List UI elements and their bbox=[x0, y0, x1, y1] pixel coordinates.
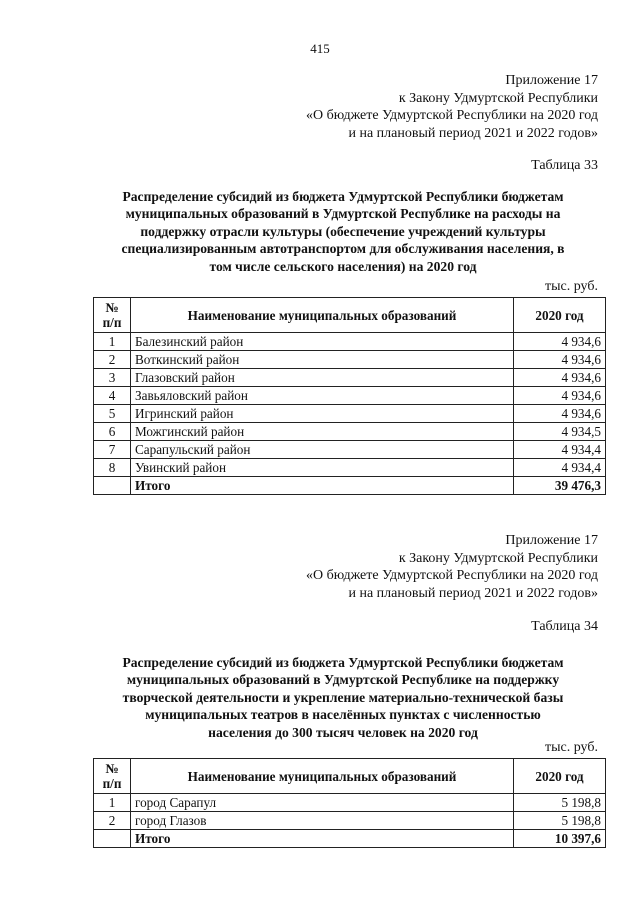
title-line: Распределение субсидий из бюджета Удмуртской Республики бюджетам bbox=[122, 655, 564, 670]
row-num: 2 bbox=[94, 812, 131, 830]
table-row bbox=[94, 812, 606, 830]
appendix-header-2 bbox=[306, 532, 598, 602]
table-34 bbox=[93, 758, 606, 848]
row-value: 4 934,6 bbox=[514, 387, 606, 405]
row-value: 4 934,6 bbox=[514, 405, 606, 423]
row-name: город Глазов bbox=[131, 812, 514, 830]
appendix-line: Приложение 17 bbox=[505, 73, 598, 88]
appendix-line: «О бюджете Удмуртской Республики на 2020 год bbox=[305, 568, 598, 583]
row-value: 4 934,6 bbox=[514, 369, 606, 387]
total-label: Итого bbox=[131, 830, 514, 848]
table-row bbox=[94, 333, 606, 351]
title-line: том числе сельского населения) на 2020 год bbox=[209, 258, 477, 274]
table-label-34: Таблица 34 bbox=[531, 619, 598, 634]
title-line: специализированным автотранспортом для обслуживания населения, в bbox=[121, 241, 565, 257]
row-num: 7 bbox=[94, 441, 131, 459]
table-row bbox=[94, 351, 606, 369]
title-line: муниципальных образований в Удмуртской Республике на расходы на bbox=[125, 206, 561, 222]
row-name: Воткинский район bbox=[131, 351, 514, 369]
row-name: Глазовский район bbox=[131, 369, 514, 387]
header-name: Наименование муниципальных образований bbox=[131, 298, 514, 333]
appendix-line: Приложение 17 bbox=[505, 533, 598, 548]
table-row bbox=[94, 423, 606, 441]
header-num bbox=[94, 759, 131, 794]
row-num: 1 bbox=[94, 333, 131, 351]
table-header-row bbox=[94, 759, 606, 794]
total-num-empty bbox=[94, 830, 131, 848]
table-total-row bbox=[94, 830, 606, 848]
appendix-header-1 bbox=[306, 72, 598, 142]
table-row bbox=[94, 369, 606, 387]
header-name: Наименование муниципальных образований bbox=[131, 759, 514, 794]
appendix-line: к Закону Удмуртской Республики bbox=[398, 90, 598, 106]
units-label-33: тыс. руб. bbox=[545, 279, 598, 294]
row-num: 2 bbox=[94, 351, 131, 369]
row-name: Игринский район bbox=[131, 405, 514, 423]
header-num-line1: № bbox=[105, 761, 119, 776]
row-value: 4 934,4 bbox=[514, 459, 606, 477]
appendix-line: «О бюджете Удмуртской Республики на 2020 год bbox=[305, 108, 598, 123]
page-number: 415 bbox=[310, 41, 330, 56]
row-name: Увинский район bbox=[131, 459, 514, 477]
row-num: 4 bbox=[94, 387, 131, 405]
table-total-row bbox=[94, 477, 606, 495]
title-line: муниципальных образований в Удмуртской Республике на поддержку bbox=[126, 672, 560, 688]
header-num-line2: п/п bbox=[102, 315, 122, 330]
total-num-empty bbox=[94, 477, 131, 495]
total-label: Итого bbox=[131, 477, 514, 495]
row-name: Балезинский район bbox=[131, 333, 514, 351]
title-line: населения до 300 тысяч человек на 2020 год bbox=[208, 724, 478, 740]
appendix-line: и на плановый период 2021 и 2022 годов» bbox=[348, 125, 598, 141]
row-num: 5 bbox=[94, 405, 131, 423]
table-row bbox=[94, 459, 606, 477]
row-value: 4 934,4 bbox=[514, 441, 606, 459]
table-title-34 bbox=[78, 654, 608, 741]
table-label-33: Таблица 33 bbox=[531, 158, 598, 173]
table-row bbox=[94, 441, 606, 459]
header-num bbox=[94, 298, 131, 333]
title-line: муниципальных театров в населённых пунктах с численностью bbox=[145, 707, 541, 723]
row-value: 4 934,6 bbox=[514, 333, 606, 351]
row-value: 5 198,8 bbox=[514, 812, 606, 830]
header-year: 2020 год bbox=[514, 759, 606, 794]
row-num: 3 bbox=[94, 369, 131, 387]
header-num-line2: п/п bbox=[102, 776, 122, 791]
title-line: Распределение субсидий из бюджета Удмуртской Республики бюджетам bbox=[122, 189, 564, 204]
table-row bbox=[94, 387, 606, 405]
units-label-34: тыс. руб. bbox=[545, 740, 598, 755]
appendix-line: к Закону Удмуртской Республики bbox=[398, 550, 598, 566]
title-line: творческой деятельности и укрепление материально-технической базы bbox=[122, 689, 564, 705]
row-num: 1 bbox=[94, 794, 131, 812]
row-num: 6 bbox=[94, 423, 131, 441]
row-value: 5 198,8 bbox=[514, 794, 606, 812]
total-value: 39 476,3 bbox=[514, 477, 606, 495]
header-num-line1: № bbox=[105, 300, 119, 315]
table-33 bbox=[93, 297, 606, 495]
row-value: 4 934,6 bbox=[514, 351, 606, 369]
row-name: Завьяловский район bbox=[131, 387, 514, 405]
row-name: Сарапульский район bbox=[131, 441, 514, 459]
table-header-row bbox=[94, 298, 606, 333]
header-year: 2020 год bbox=[514, 298, 606, 333]
table-row bbox=[94, 405, 606, 423]
table-row bbox=[94, 794, 606, 812]
title-line: поддержку отрасли культуры (обеспечение учреждений культуры bbox=[140, 223, 546, 239]
row-name: Можгинский район bbox=[131, 423, 514, 441]
row-value: 4 934,5 bbox=[514, 423, 606, 441]
table-title-33 bbox=[78, 188, 608, 275]
total-value: 10 397,6 bbox=[514, 830, 606, 848]
row-num: 8 bbox=[94, 459, 131, 477]
row-name: город Сарапул bbox=[131, 794, 514, 812]
appendix-line: и на плановый период 2021 и 2022 годов» bbox=[348, 585, 598, 601]
